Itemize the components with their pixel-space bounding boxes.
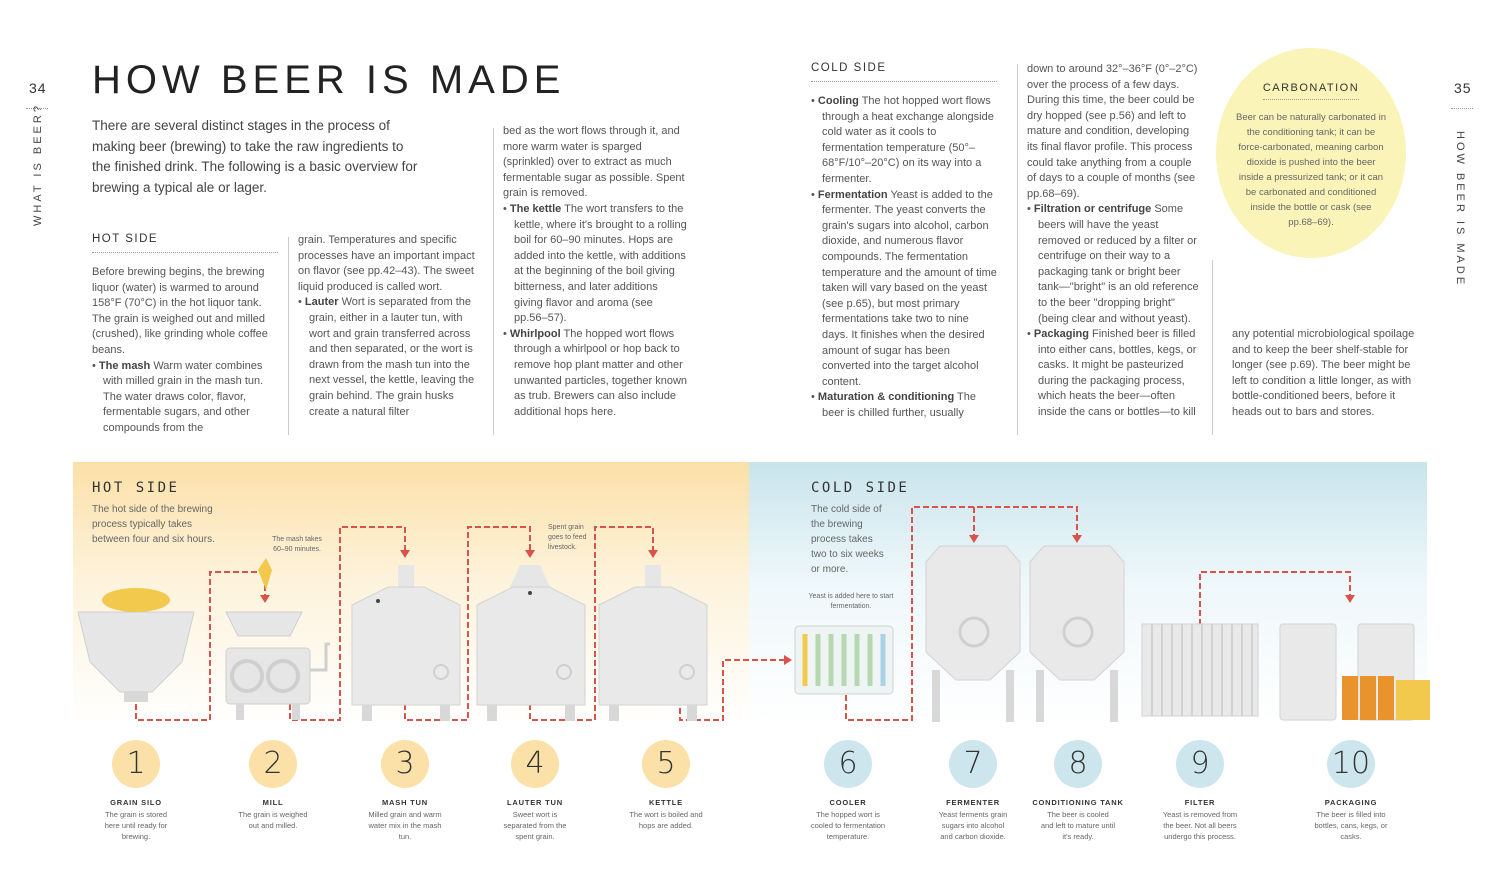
hot-side-heading: HOT SIDE (92, 233, 278, 253)
diagram-cold-desc: The cold side of the brewing process takes two to six weeks or more. (811, 504, 884, 575)
step-desc-3: Milled grain and warm water mix in the mash tun. (368, 810, 442, 841)
diagram-cold-title: COLD SIDE (811, 480, 910, 496)
kettle-text: The wort transfers to the kettle, where it's brought to a rolling boil for 60–90 minutes. Hops are added into the kettle, with additions at the beginning of the boil giving bitterness, and later additions giving flavor and aroma (see pp.56–57). (514, 202, 687, 325)
pipe-filter-to-packaging (1200, 572, 1350, 625)
whirlpool-item: • Whirlpool The hopped wort flows through a whirlpool or hop back to remove hop plant matter and other unwanted particles, together known as trub. Brewers can also include additional hops here. (503, 327, 688, 418)
kettle-term: The kettle (509, 202, 562, 215)
step-desc-10: The beer is filled into bottles, cans, kegs, or casks. (1314, 810, 1388, 841)
maturation-term: Maturation & conditioning (817, 391, 955, 404)
note-yeast: Yeast is added here to start fermentation. (808, 593, 894, 610)
maturation-text: The beer is chilled further, usually (822, 391, 976, 419)
note-spent-grain: Spent grain goes to feed livestock. (548, 524, 587, 551)
step-desc-5: The wort is boiled and hops are added. (629, 810, 703, 830)
filtration-item: • Filtration or centrifuge Some beers will have the yeast removed or reduced by a filter or centrifuge on their way to a packaging tank or bright beer tank—"bright" is an old reference to the beer "dropping bright" (being clear and without yeast). (1027, 203, 1199, 325)
step-label-5: KETTLE (649, 798, 683, 807)
kettle-item: • The kettle The wort transfers to the kettle, where it's brought to a rolling boil for 60–90 minutes. Hops are added into the kettle, with additions at the beginning of the boil giving bitterness, and later additions giving flavor and aroma (see pp.56–57). (503, 202, 687, 325)
side-label-right: HOW BEER IS MADE (1454, 131, 1466, 288)
maturation-item: • Maturation & conditioning The beer is chilled further, usually (811, 391, 976, 419)
mill-illustration (226, 558, 330, 720)
packaging-continued-text: any potential microbiological spoilage and to keep the beer shelf-stable for longer (see p.69). The beer might be left to condition a little longer, as with bottle-conditioned beers, before it heads out to bars and stores. (1232, 328, 1415, 418)
mash-continued-text: grain. Temperatures and specific processes have an important impact on flavor (see pp.42–43). The sweet liquid produced is called wort. (298, 234, 475, 293)
mash-item: • The mash Warm water combines with milled grain in the mash tun. The water draws color, flavor, fermentable sugars, and other compounds from the (92, 359, 264, 434)
page-title: HOW BEER IS MADE (92, 58, 566, 102)
step-label-1: GRAIN SILO (110, 798, 162, 807)
step-number-3: 3 (381, 740, 429, 788)
packaging-term: Packaging (1033, 328, 1089, 341)
fermentation-term: Fermentation (817, 188, 888, 201)
packaging-text: Finished beer is filled into either cans, bottles, kegs, or casks. It might be pasteurized during the packaging process, which heats the beer—often inside the cans or bottles—to kill (1038, 328, 1197, 419)
cooling-term: Cooling (817, 95, 859, 107)
step-number-2: 2 (249, 740, 297, 788)
step-number-1: 1 (112, 740, 160, 788)
conditioning-tank-illustration (1030, 546, 1124, 722)
step-label-9: FILTER (1184, 798, 1216, 807)
page-number-left: 34 (29, 80, 47, 96)
diagram-hot-desc: The hot side of the brewing process typically takes between four and six hours. (92, 504, 215, 545)
step-desc-8: The beer is cooled and left to mature until it's ready. (1040, 810, 1116, 841)
step-label-7: FERMENTER (946, 798, 1000, 807)
step-desc-9: Yeast is removed from the beer. Not all beers undergo this process. (1162, 810, 1238, 841)
step-number-10: 10 (1327, 740, 1375, 788)
filter-illustration (1142, 624, 1258, 716)
carbonation-text: Beer can be naturally carbonated in the conditioning tank; it can be force-carbonated, meaning carbon dioxide is pushed into the beer inside a pressurized tank; or it can be carbonated and conditioned inside the bottle or cask (see pp.68–69). (1236, 112, 1386, 228)
step-number-9: 9 (1176, 740, 1224, 788)
note-mash: The mash takes 60–90 minutes. (272, 536, 322, 553)
kettle-illustration (599, 565, 707, 721)
cooling-text: The hot hopped wort flows through a heat exchange alongside cold water as it cools to fermentation temperature (50°–68°F/10°–20°C) on its way into a fermenter. (822, 95, 994, 185)
maturation-continued-text: down to around 32°–36°F (0°–2°C) over the process of a few days. During this time, the beer could be dry hopped (see p.56) and left to mature and condition, developing its final flavor profile. This process could take anything from a couple of days to a couple of months (see pp.68–69). (1027, 63, 1198, 200)
step-number-7: 7 (949, 740, 997, 788)
mash-term: The mash (98, 359, 151, 372)
fermentation-text: Yeast is added to the fermenter. The yeast converts the grain's sugars into alcohol, carbon dioxide, and numerous flavor compounds. The fermentation temperature and the amount of time taken will vary based on the yeast (see p.65), but most primary fermentations take two to nine days. It finishes when the desired amount of sugar has been converted into the target alcohol content. (822, 188, 997, 388)
filtration-text: Some beers will have the yeast removed or reduced by a filter or centrifuge on their way to a packaging tank or bright beer tank—"bright" is an old reference to the beer "dropping bright" (being clear and without yeast). (1038, 203, 1199, 325)
step-label-3: MASH TUN (382, 798, 428, 807)
page-number-right: 35 (1454, 80, 1472, 96)
step-number-5: 5 (642, 740, 690, 788)
lauter-tun-illustration (477, 565, 585, 721)
carbonation-heading: CARBONATION (1263, 82, 1359, 100)
step-number-4: 4 (511, 740, 559, 788)
mash-text: Warm water combines with milled grain in the mash tun. The water draws color, flavor, fermentable sugars, and other compounds from the (103, 359, 264, 434)
whirlpool-text: The hopped wort flows through a whirlpool or hop back to remove hop plant matter and other unwanted particles, together known as trub. Brewers can also include additional hops here. (514, 327, 688, 418)
cooler-illustration (795, 624, 943, 694)
step-number-8: 8 (1054, 740, 1102, 788)
step-desc-1: The grain is stored here until ready for brewing. (104, 810, 168, 841)
cooling-item: • Cooling The hot hopped wort flows through a heat exchange alongside cold water as it cools to fermentation temperature (50°–68°F/10°–20°C) on its way into a fermenter. (811, 95, 994, 185)
step-label-10: PACKAGING (1324, 798, 1378, 807)
step-desc-6: The hopped wort is cooled to fermentation temperature. (810, 810, 886, 841)
diagram-hot-title: HOT SIDE (92, 480, 180, 496)
side-label-left: WHAT IS BEER? (32, 103, 44, 226)
grain-silo-illustration (78, 588, 194, 702)
step-desc-7: Yeast ferments grain sugars into alcohol and carbon dioxide. (938, 810, 1008, 841)
fermenter-illustration (926, 546, 1020, 722)
step-label-6: COOLER (829, 798, 867, 807)
step-label-2: MILL (262, 798, 284, 807)
lauter-text: Wort is separated from the grain, either in a lauter tun, with wort and grain transferred across and then separated, or the wort is drawn from the mash tun into the next vessel, the kettle, leaving the grain behind. The grain husks create a natural filter (309, 296, 475, 418)
packaging-item: • Packaging Finished beer is filled into either cans, bottles, kegs, or casks. It might be pasteurized during the packaging process, which heats the beer—often inside the cans or bottles—to kill (1027, 328, 1197, 419)
lauter-item: • Lauter Wort is separated from the grain, either in a lauter tun, with wort and grain transferred across and then separated, or the wort is drawn from the mash tun into the next vessel, the kettle, leaving the grain behind. The grain husks create a natural filter (298, 296, 475, 418)
lauter-term: Lauter (304, 296, 339, 309)
hot-side-intro-text: Before brewing begins, the brewing liquor (water) is warmed to around 158°F (70°C) in the hot liquor tank. The grain is weighed out and milled (crushed), like grinding whole coffee beans. (92, 266, 268, 356)
lauter-continued-text: bed as the wort flows through it, and more warm water is sparged (sprinkled) over to extract as much fermentable sugar as possible. Spent grain is removed. (503, 125, 685, 200)
cold-side-heading: COLD SIDE (811, 62, 997, 82)
step-desc-2: The grain is weighed out and milled. (238, 810, 308, 830)
step-number-6: 6 (824, 740, 872, 788)
packaging-illustration (1280, 624, 1430, 720)
whirlpool-term: Whirlpool (509, 327, 561, 340)
step-label-4: LAUTER TUN (507, 798, 563, 807)
mash-tun-illustration (352, 565, 460, 721)
intro-paragraph: There are several distinct stages in the process of making beer (brewing) to take the raw ingredients to the finished drink. The following is a basic overview for brewing a typical ale or lager. (92, 118, 418, 195)
step-label-8: CONDITIONING TANK (1032, 798, 1124, 807)
filtration-term: Filtration or centrifuge (1033, 203, 1152, 216)
fermentation-item: • Fermentation Yeast is added to the fermenter. The yeast converts the grain's sugars into alcohol, carbon dioxide, and numerous flavor compounds. The fermentation temperature and the amount of time taken will vary based on the yeast (see p.65), but most primary fermentations take two to nine days. It finishes when the desired amount of sugar has been converted into the target alcohol content. (811, 188, 997, 388)
step-desc-4: Sweet wort is separated from the spent grain. (503, 810, 567, 841)
